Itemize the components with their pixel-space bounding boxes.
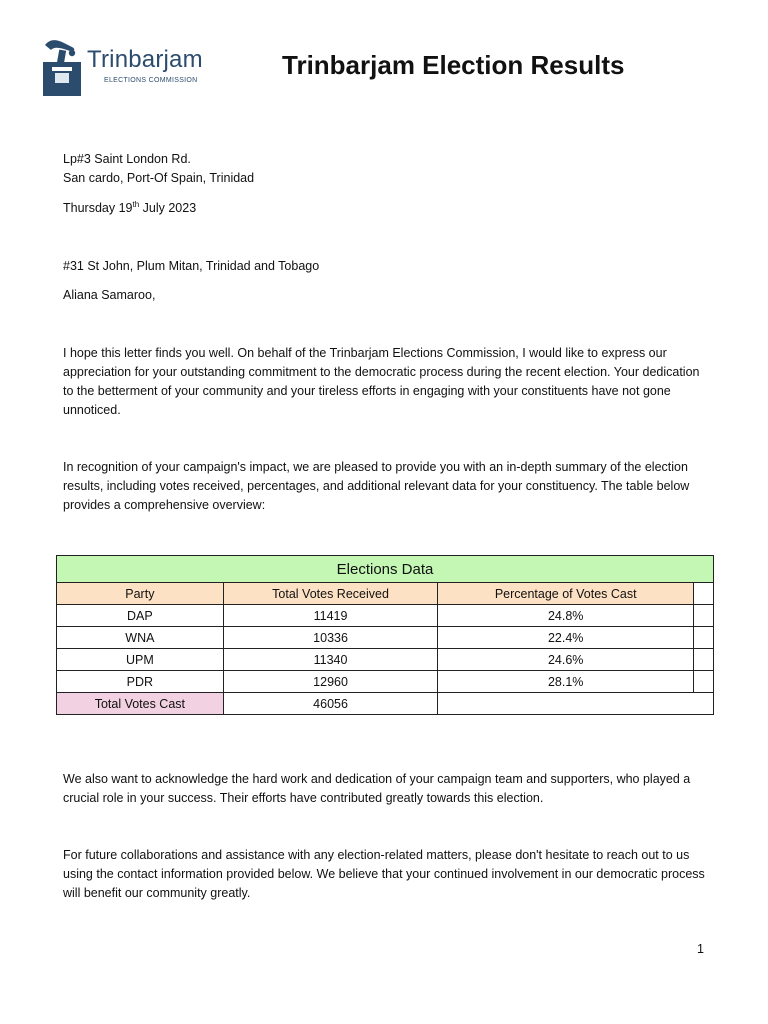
table-header-row [57,583,714,605]
date-rest: July 2023 [142,201,197,215]
logo-name: Trinbarjam [87,46,203,73]
logo [42,38,222,100]
header-empty-cell [694,583,714,605]
header-total-votes: Total Votes Received [223,583,438,605]
letter-date [63,199,196,218]
percentage-cell: 22.4% [438,627,694,649]
table-caption: Elections Data [57,556,714,583]
votes-cell: 10336 [223,627,438,649]
sender-address-line2: San cardo, Port-Of Spain, Trinidad [63,171,255,185]
party-cell: UPM [57,649,224,671]
table-row [57,671,714,693]
table-row [57,649,714,671]
table-caption-row [57,556,714,583]
sender-address [63,150,254,188]
party-cell: WNA [57,627,224,649]
paragraph-summary: In recognition of your campaign's impact, we are pleased to provide you with an in-depth summary of the election results, including votes received, percentages, and additional relevant data for your constituency. The table below provides a comprehensive overview: [63,460,690,512]
party-cell: PDR [57,671,224,693]
recipient-address: #31 St John, Plum Mitan, Trinidad and Tobago [63,259,320,273]
paragraph-future: For future collaborations and assistance with any election-related matters, please don't hesitate to reach out to us using the contact information provided below. We believe that your continued involvement in our democratic process will benefit our community greatly. [63,848,705,900]
party-cell: DAP [57,605,224,627]
header-party: Party [57,583,224,605]
sender-address-line1: Lp#3 Saint London Rd. [63,152,191,166]
votes-cell: 12960 [223,671,438,693]
votes-cell: 11419 [223,605,438,627]
total-empty-cell [438,693,714,715]
date-suffix: th [132,199,140,209]
empty-cell [694,605,714,627]
empty-cell [694,671,714,693]
table-row [57,627,714,649]
page-title: Trinbarjam Election Results [282,50,625,80]
total-votes-label: Total Votes Cast [57,693,224,715]
page-number: 1 [697,942,704,956]
paragraph-acknowledgement: We also want to acknowledge the hard work and dedication of your campaign team and supporters, who played a crucial role in your success. Their efforts have contributed greatly towards this election. [63,772,691,805]
logo-subtitle: ELECTIONS COMMISSION [104,77,198,84]
date-weekday: Thursday [63,201,116,215]
percentage-cell: 24.8% [438,605,694,627]
table-row [57,605,714,627]
elections-data-table [56,555,714,715]
empty-cell [694,649,714,671]
salutation: Aliana Samaroo, [63,288,156,302]
paragraph-appreciation: I hope this letter finds you well. On behalf of the Trinbarjam Elections Commission, I would like to express our appreciation for your outstanding commitment to the democratic process during the recent election. Your dedication to the betterment of your community and your tireless efforts in engaging with your constituents have not gone unnoticed. [63,346,700,417]
percentage-cell: 24.6% [438,649,694,671]
header-percentage: Percentage of Votes Cast [438,583,694,605]
ballot-box-icon [42,38,86,100]
empty-cell [694,627,714,649]
table-total-row [57,693,714,715]
date-day: 19 [118,201,133,215]
percentage-cell: 28.1% [438,671,694,693]
total-votes-value: 46056 [223,693,438,715]
votes-cell: 11340 [223,649,438,671]
